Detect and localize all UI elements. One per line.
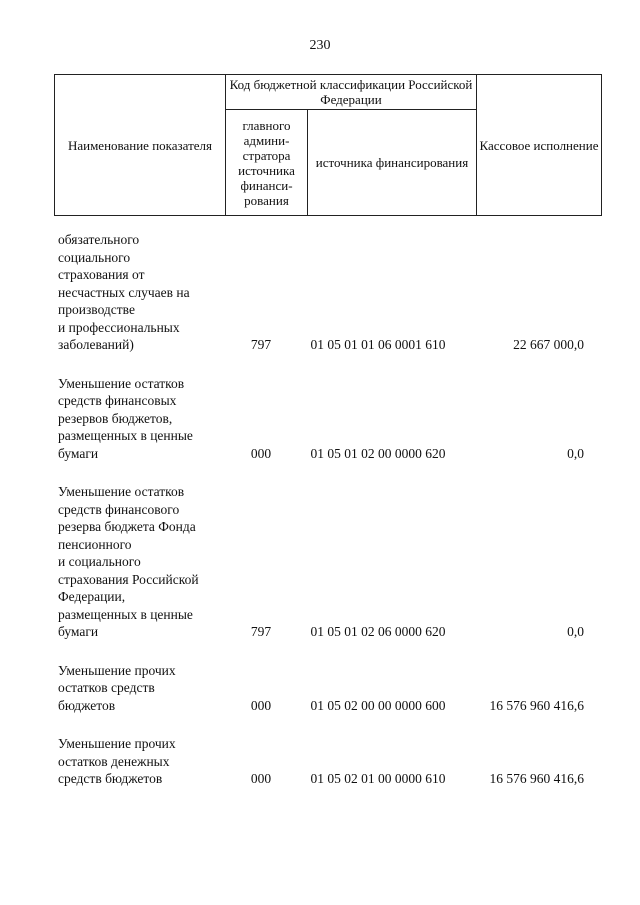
table-row [58,375,584,463]
table-row [58,231,584,354]
row-source-code: 01 05 01 02 06 0000 620 [310,624,446,639]
header-amount: Кассовое исполнение [477,75,602,216]
row-name: Уменьшение прочих остатков денежных средств бюджетов [58,736,176,786]
table-header [54,74,602,216]
row-amount: 22 667 000,0 [513,337,584,352]
row-admin-code: 797 [250,624,272,639]
table-body [58,231,584,809]
row-amount: 16 576 960 416,6 [489,697,584,713]
row-name: Уменьшение остатков средств финансовых резервов бюджетов, размещенных в ценные бумаги [58,375,193,461]
row-source-code: 01 05 01 02 00 0000 620 [310,445,446,461]
row-admin-code: 000 [250,771,272,786]
row-admin-code: 797 [250,337,272,352]
row-name: обязательного социального страхования от несчастных случаев на производстве и профессиональных заболеваний) [58,232,190,352]
row-admin-code: 000 [250,697,272,713]
header-budget-code: Код бюджетной классификации Российской Федерации [226,75,477,110]
table-row [58,735,584,788]
row-amount: 16 576 960 416,6 [489,771,584,786]
table-row [58,483,584,641]
row-name: Уменьшение прочих остатков средств бюджетов [58,662,176,713]
table-row [58,662,584,715]
header-source: источника финансирования [308,110,477,216]
row-source-code: 01 05 02 01 00 0000 610 [310,771,446,786]
header-name: Наименование показателя [55,75,226,216]
page-number: 230 [309,38,331,53]
row-amount: 0,0 [567,445,584,461]
row-admin-code: 000 [250,445,272,461]
row-name: Уменьшение остатков средств финансового резерва бюджета Фонда пенсионного и социального страхования Российской Федерации, размещенных в ценные бумаги [58,484,199,639]
row-source-code: 01 05 02 00 00 0000 600 [310,697,446,713]
row-source-code: 01 05 01 01 06 0001 610 [310,337,446,352]
header-admin: главного админи-стратора источника финанси-рования [226,110,308,216]
row-amount: 0,0 [567,624,584,639]
